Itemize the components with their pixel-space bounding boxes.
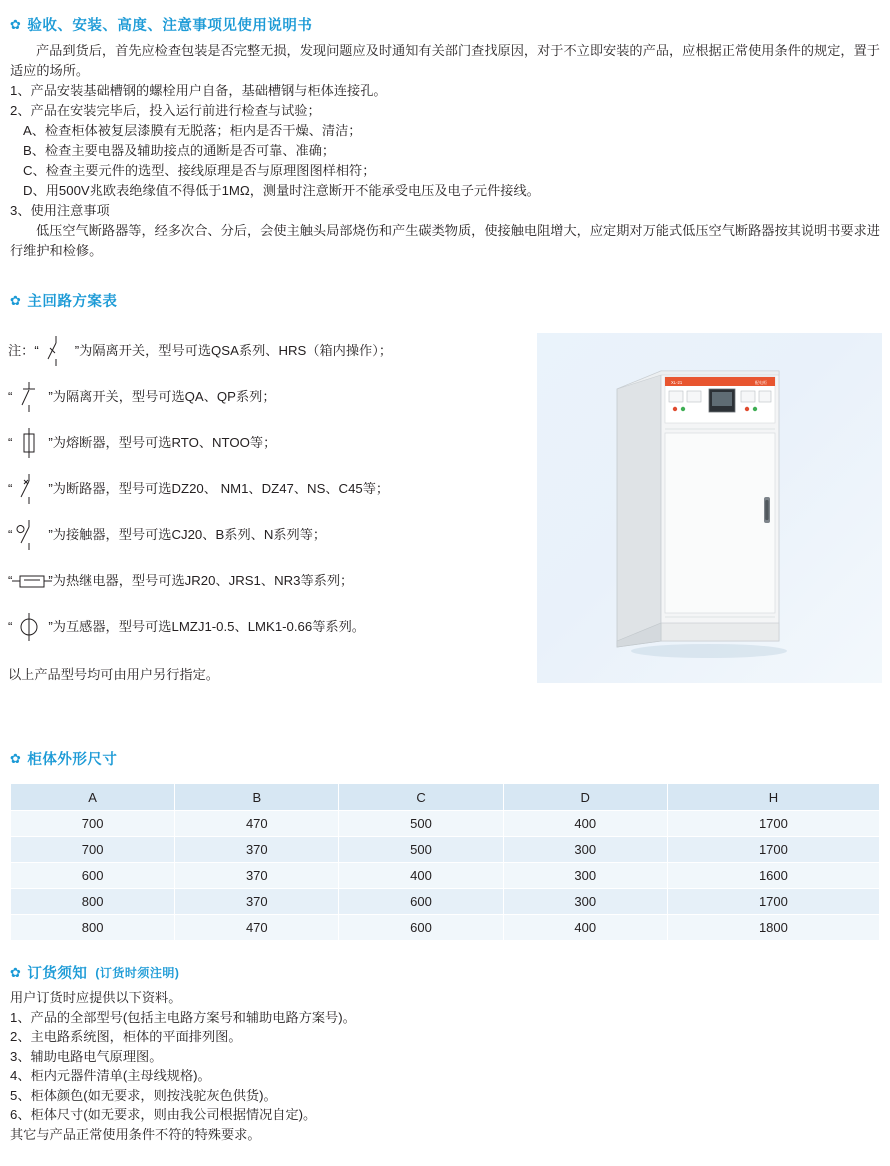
bullet-icon: ✿: [10, 293, 22, 308]
order-line-3: 3、辅助电路电气原理图。: [10, 1048, 163, 1064]
cell-h: 1700: [667, 889, 879, 915]
svg-text:配电柜: 配电柜: [755, 380, 767, 386]
order-line-4: 4、柜内元器件清单(主母线规格)。: [10, 1068, 211, 1083]
breaker-icon: [12, 472, 46, 506]
cell-a: 600: [11, 863, 175, 889]
contactor-icon: [12, 518, 46, 552]
symbol-tail-text: ”为断路器，型号可选DZ20、 NM1、DZ47、NS、C45等；: [48, 481, 390, 496]
cell-h: 1700: [667, 837, 879, 863]
circuit-scheme-heading: [10, 290, 117, 311]
cell-h: 1700: [667, 811, 879, 837]
cell-a: 800: [11, 889, 175, 915]
symbol-tail-text: ”为熔断器，型号可选RTO、NTOO等；: [48, 435, 277, 450]
symbol-tail-text: ”为隔离开关，型号可选QA、QP系列；: [48, 389, 276, 404]
cell-c: 600: [339, 915, 503, 941]
symbol-tail-text: ”为隔离开关，型号可选QSA系列、HRS（箱内操作）；: [74, 343, 393, 358]
order-line-7: 其它与产品正常使用条件不符的特殊要求。: [10, 1126, 261, 1142]
cell-b: 470: [175, 811, 339, 837]
acceptance-para-4: B、检查主要电器及辅助接点的通断是否可靠、准确；: [23, 143, 336, 158]
circuit-symbol-row: [8, 374, 528, 420]
circuit-symbol-row: [8, 420, 528, 466]
disconnect-switch-qa-icon: [12, 380, 46, 414]
acceptance-para-1: 1、产品安装基础槽钢的螺栓用户自备，基础槽钢与柜体连接孔。: [10, 83, 387, 98]
symbol-lead-text: “: [8, 389, 13, 404]
circuit-footer-note: 以上产品型号均可由用户另行指定。: [8, 667, 219, 682]
column-header-b: B: [175, 784, 339, 811]
circuit-symbol-row: [8, 328, 528, 374]
cell-b: 370: [175, 837, 339, 863]
cell-c: 500: [339, 837, 503, 863]
cell-b: 370: [175, 863, 339, 889]
acceptance-para-3: A、检查柜体被复层漆膜有无脱落；柜内是否干燥、清洁；: [23, 123, 362, 138]
acceptance-para-5: C、检查主要元件的选型、接线原理是否与原理图图样相符；: [23, 163, 376, 178]
cell-a: 800: [11, 915, 175, 941]
circuit-symbol-list: [8, 328, 528, 650]
dimensions-heading-text: 柜体外形尺寸: [27, 752, 118, 768]
order-line-6: 6、柜体尺寸(如无要求，则由我公司根据情况自定)。: [10, 1107, 317, 1122]
order-line-1: 1、产品的全部型号(包括主电路方案号和辅助电路方案号)。: [10, 1009, 356, 1025]
column-header-h: H: [667, 784, 879, 811]
table-row: [11, 811, 880, 837]
symbol-tail-text: ”为接触器，型号可选CJ20、B系列、N系列等；: [48, 527, 327, 542]
circuit-symbol-row: [8, 558, 528, 604]
table-row: [11, 915, 880, 941]
cell-h: 1800: [667, 915, 879, 941]
symbol-lead-text: “: [8, 527, 13, 542]
order-notice-heading: [10, 962, 179, 983]
cell-d: 300: [503, 863, 667, 889]
column-header-c: C: [339, 784, 503, 811]
cell-c: 500: [339, 811, 503, 837]
cell-b: 470: [175, 915, 339, 941]
fuse-icon: [12, 426, 46, 460]
table-row: [11, 863, 880, 889]
symbol-lead-text: “: [8, 435, 13, 450]
order-line-5: 5、柜体颜色(如无要求，则按浅驼灰色供货)。: [10, 1087, 277, 1103]
acceptance-heading: [10, 14, 882, 35]
symbol-lead-text: “: [8, 573, 13, 588]
cabinet-image-panel: [537, 333, 882, 683]
bullet-icon: ✿: [10, 751, 22, 766]
transformer-icon: [12, 610, 46, 644]
symbol-lead-text: “: [8, 619, 13, 634]
circuit-symbol-row: [8, 466, 528, 512]
symbol-lead-text: “: [8, 481, 13, 496]
cell-c: 400: [339, 863, 503, 889]
cell-d: 300: [503, 837, 667, 863]
table-row: [11, 837, 880, 863]
acceptance-heading-text: 验收、安装、高度、注意事项见使用说明书: [27, 18, 313, 34]
low-voltage-cabinet-photo: [609, 355, 804, 660]
circuit-scheme-heading-text: 主回路方案表: [27, 294, 118, 310]
symbol-tail-text: ”为互感器，型号可选LMZJ1-0.5、LMK1-0.66等系列。: [48, 619, 365, 634]
column-header-a: A: [11, 784, 175, 811]
cell-d: 400: [503, 915, 667, 941]
column-header-d: D: [503, 784, 667, 811]
disconnect-switch-qsa-icon: [39, 334, 73, 368]
dimensions-heading: [10, 748, 117, 769]
order-line-2: 2、主电路系统图，柜体的平面排列图。: [10, 1029, 242, 1044]
acceptance-para-7: 3、使用注意事项: [10, 203, 110, 218]
cell-h: 1600: [667, 863, 879, 889]
acceptance-para-6: D、用500V兆欧表绝缘值不得低于1MΩ，测量时注意断开不能承受电压及电子元件接线。: [23, 183, 540, 198]
cell-d: 400: [503, 811, 667, 837]
circuit-symbol-row: [8, 604, 528, 650]
symbol-tail-text: ”为热继电器，型号可选JR20、JRS1、NR3等系列；: [48, 573, 354, 588]
dimensions-table: [10, 783, 880, 941]
symbol-lead-text: 注：“: [8, 343, 39, 358]
cell-a: 700: [11, 811, 175, 837]
table-row: [11, 889, 880, 915]
cell-c: 600: [339, 889, 503, 915]
acceptance-para-8: 低压空气断路器等，经多次合、分后，会使主触头局部烧伤和产生碳类物质，使接触电阻增大，应定期对万能式低压空气断路器按其说明书要求进行维护和检修。: [10, 223, 880, 258]
order-line-0: 用户订货时应提供以下资料。: [10, 990, 182, 1005]
cell-d: 300: [503, 889, 667, 915]
cell-a: 700: [11, 837, 175, 863]
acceptance-para-0: 产品到货后，首先应检查包装是否完整无损，发现问题应及时通知有关部门查找原因，对于不立即安装的产品，应根据正常使用条件的规定，置于适应的场所。: [10, 43, 880, 78]
bullet-icon: ✿: [10, 965, 22, 980]
order-notice-heading-text: 订货须知: [27, 966, 88, 982]
circuit-symbol-row: [8, 512, 528, 558]
table-header-row: [11, 784, 880, 811]
acceptance-section: [10, 14, 882, 261]
svg-text:XL-21: XL-21: [671, 380, 683, 386]
bullet-icon: ✿: [10, 17, 22, 32]
order-notice-body: [10, 988, 870, 1144]
cell-b: 370: [175, 889, 339, 915]
order-notice-subheading: (订货时须注明): [95, 966, 180, 980]
thermal-relay-icon: [12, 564, 46, 598]
acceptance-para-2: 2、产品在安装完毕后，投入运行前进行检查与试验；: [10, 103, 321, 118]
